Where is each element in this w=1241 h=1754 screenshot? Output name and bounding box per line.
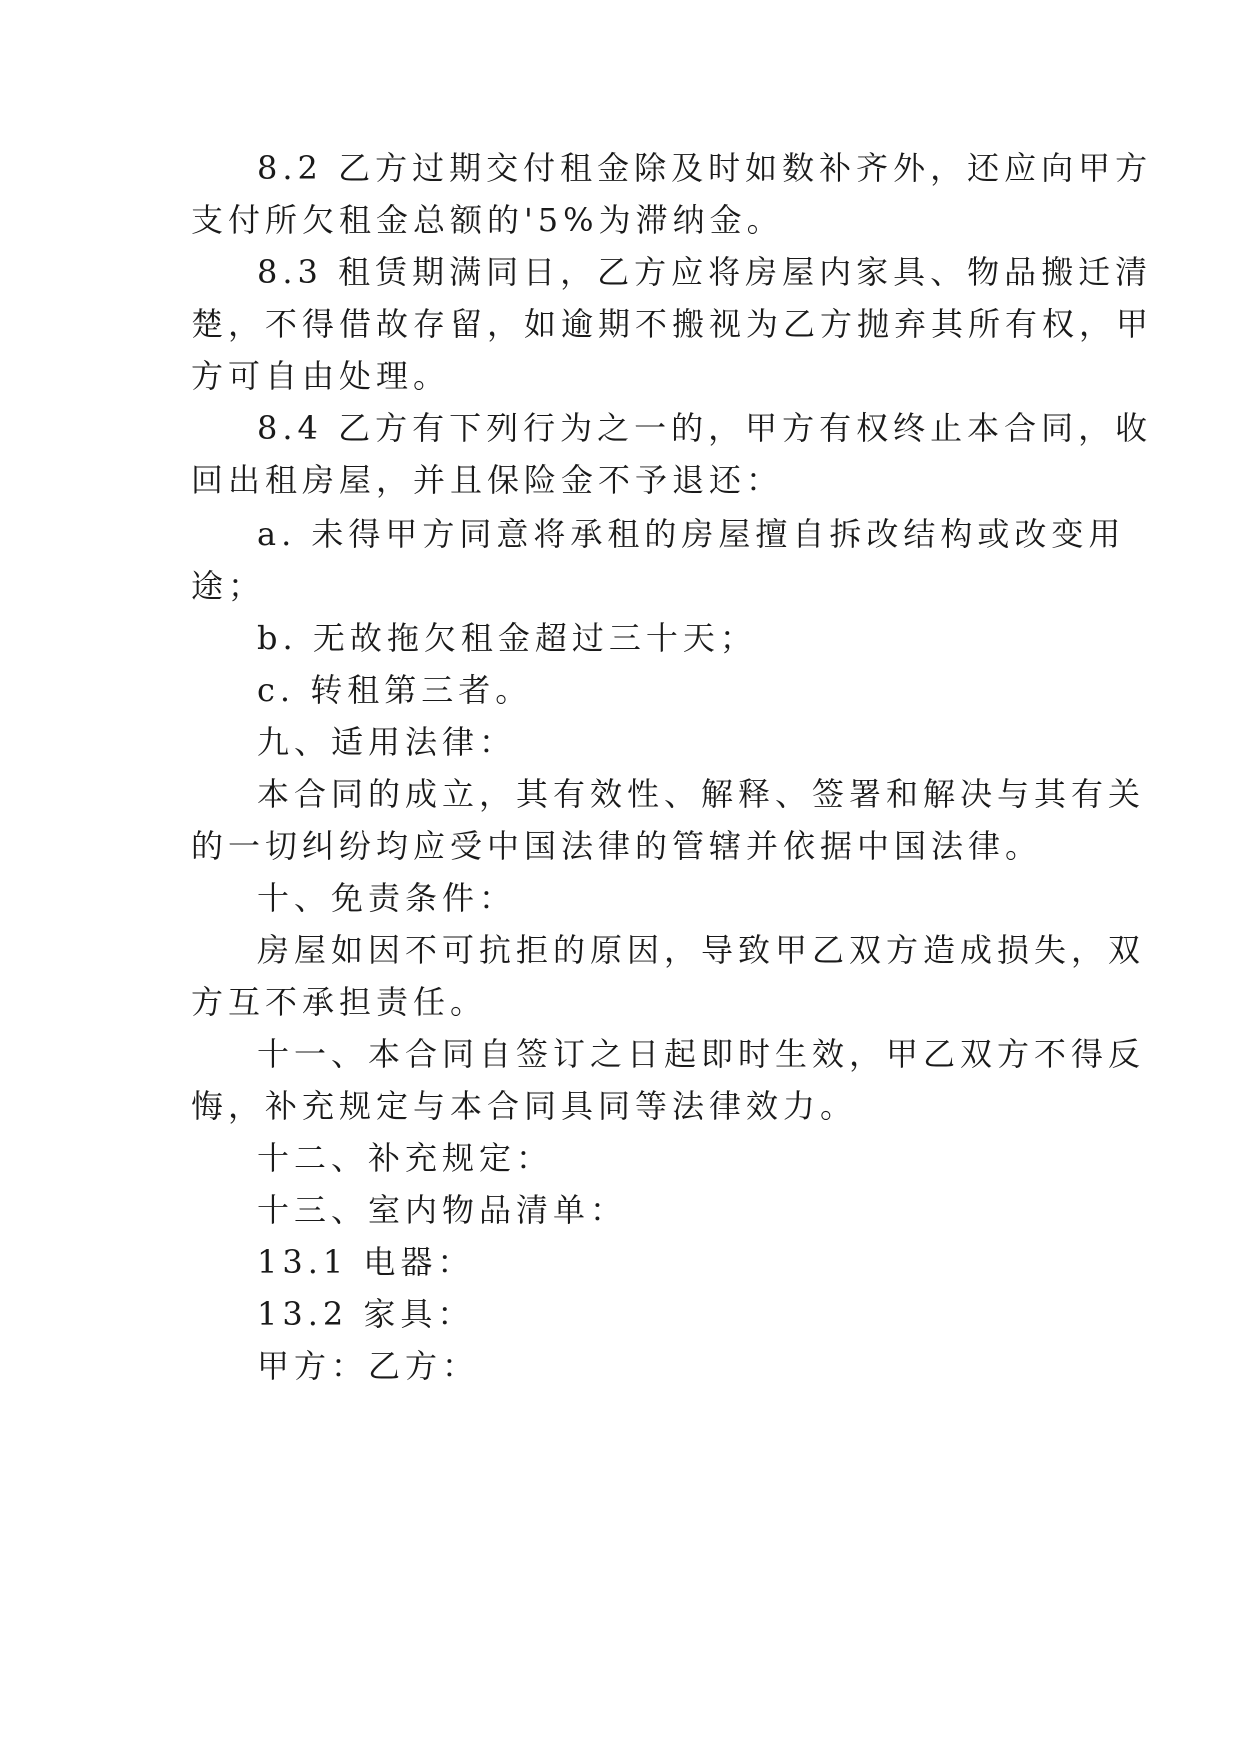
clause-8-4-line-1: 8.4 乙方有下列行为之一的，甲方有权终止本合同，收	[257, 409, 1153, 447]
section-11-line-1: 十一、本合同自签订之日起即时生效，甲乙双方不得反	[257, 1035, 1146, 1073]
clause-8-3-line-2: 楚，不得借故存留，如逾期不搬视为乙方抛弃其所有权，甲	[191, 305, 1154, 343]
item-13-1-electrical: 13.1 电器：	[257, 1243, 475, 1281]
clause-8-3-line-3: 方可自由处理。	[191, 357, 451, 395]
section-10-body-line-2: 方互不承担责任。	[191, 983, 488, 1021]
clause-8-2-line-2: 支付所欠租金总额的'5%为滞纳金。	[191, 201, 784, 239]
clause-8-3-line-1: 8.3 租赁期满同日，乙方应将房屋内家具、物品搬迁清	[257, 253, 1153, 291]
section-11-line-2: 悔，补充规定与本合同具同等法律效力。	[191, 1087, 858, 1125]
item-a-line-2: 途；	[191, 567, 266, 605]
section-10-body-line-1: 房屋如因不可抗拒的原因，导致甲乙双方造成损失，双	[257, 931, 1146, 969]
item-13-2-furniture: 13.2 家具：	[257, 1295, 475, 1333]
item-a-line-1: a. 未得甲方同意将承租的房屋擅自拆改结构或改变用	[257, 515, 1126, 553]
section-12-heading: 十二、补充规定：	[257, 1139, 554, 1177]
section-10-heading: 十、免责条件：	[257, 879, 517, 917]
section-9-body-line-2: 的一切纠纷均应受中国法律的管辖并依据中国法律。	[191, 827, 1043, 865]
section-13-heading: 十三、室内物品清单：	[257, 1191, 628, 1229]
clause-8-2-line-1: 8.2 乙方过期交付租金除及时如数补齐外，还应向甲方	[257, 149, 1153, 187]
item-b: b. 无故拖欠租金超过三十天；	[257, 619, 757, 657]
item-c: c. 转租第三者。	[257, 671, 533, 709]
section-9-heading: 九、适用法律：	[257, 723, 517, 761]
signature-line: 甲方：乙方：	[257, 1347, 480, 1385]
section-9-body-line-1: 本合同的成立，其有效性、解释、签署和解决与其有关	[257, 775, 1146, 813]
clause-8-4-line-2: 回出租房屋，并且保险金不予退还：	[191, 461, 784, 499]
